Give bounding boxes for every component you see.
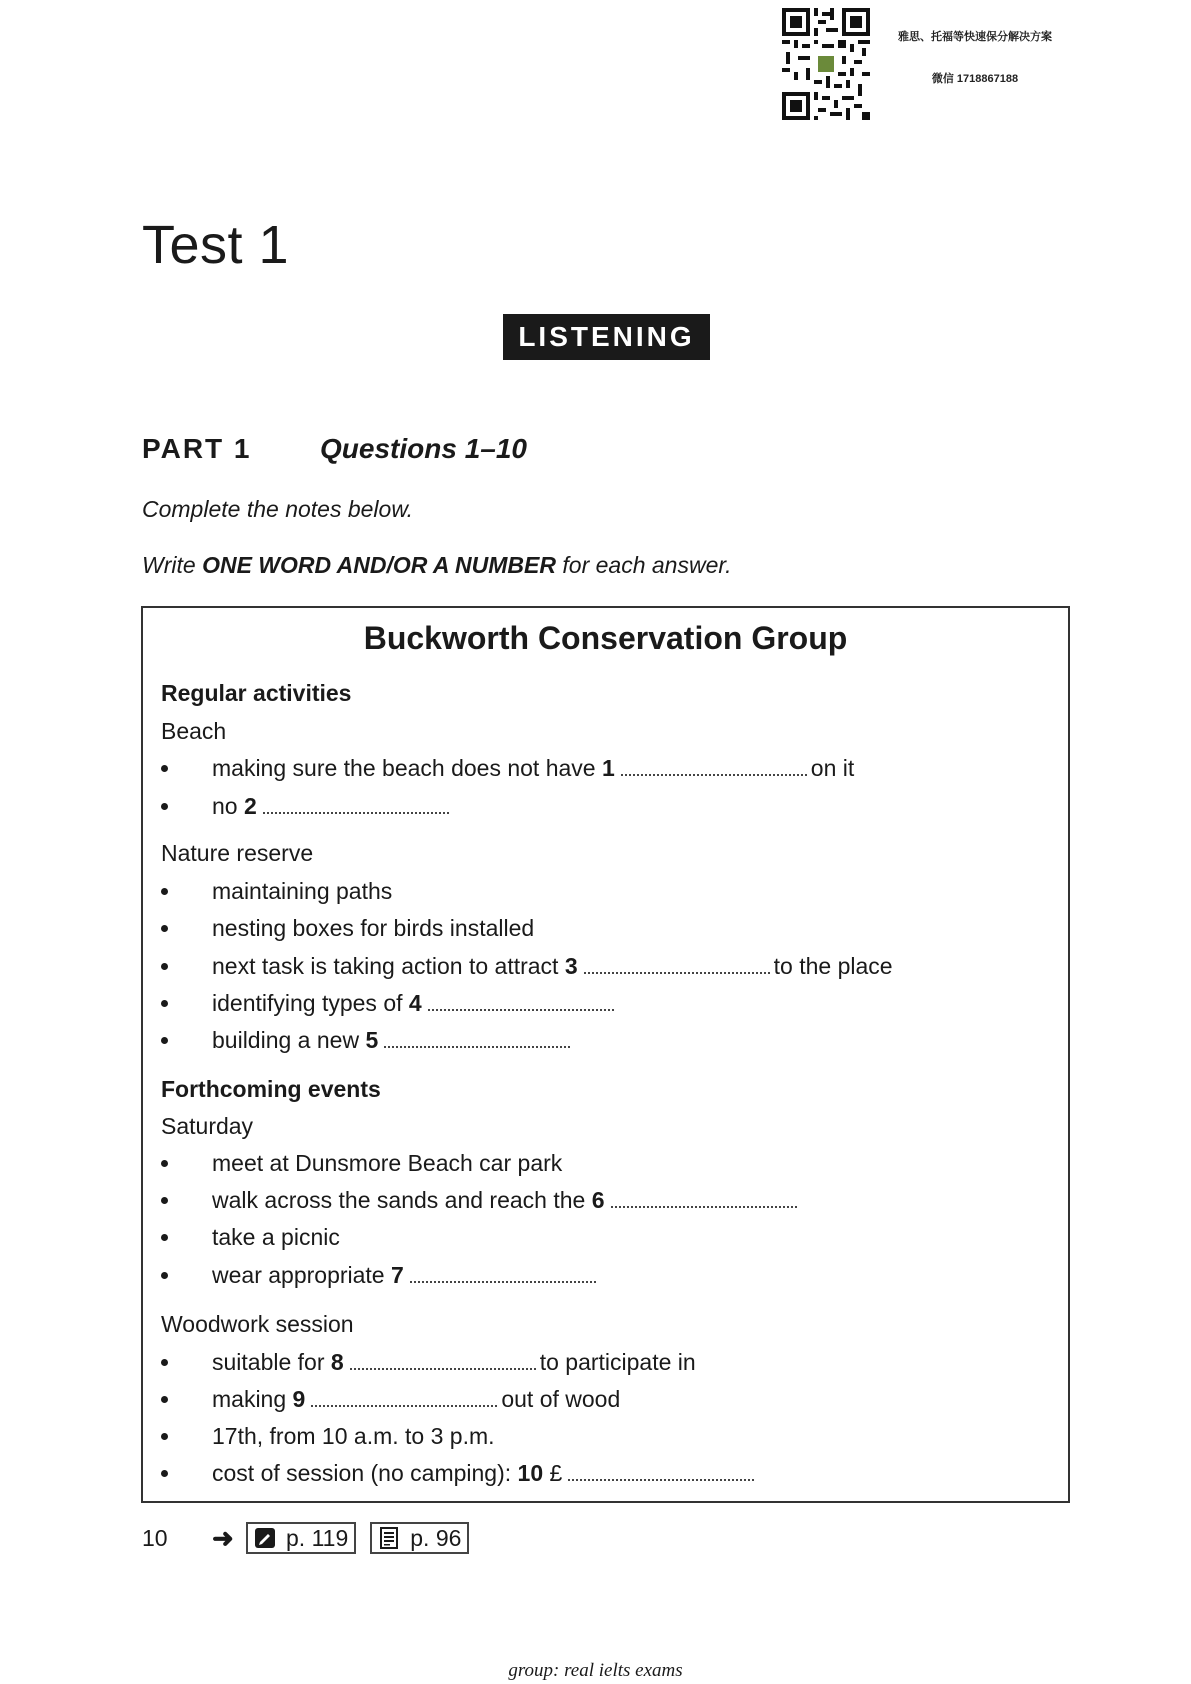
answer-key-page: p. 119 bbox=[286, 1524, 349, 1551]
instruction-complete-notes: Complete the notes below. bbox=[142, 496, 414, 522]
bullet-icon bbox=[161, 1272, 168, 1279]
item-text-after: on it bbox=[810, 755, 855, 781]
transcript-reference[interactable] bbox=[370, 1522, 469, 1554]
subheading-nature-reserve: Nature reserve bbox=[161, 840, 314, 866]
bullet-icon bbox=[161, 1359, 168, 1366]
question-number: 1 bbox=[601, 755, 615, 781]
item-text: take a picnic bbox=[212, 1224, 340, 1250]
transcript-icon bbox=[378, 1527, 400, 1549]
answer-gap-7[interactable] bbox=[410, 1263, 596, 1283]
answer-gap-3[interactable] bbox=[584, 954, 770, 974]
credit-watermark: group: real ielts exams bbox=[508, 1660, 683, 1681]
item-text: building a new bbox=[212, 1027, 360, 1053]
item-text: walk across the sands and reach the bbox=[212, 1187, 586, 1213]
instruction-word-limit bbox=[142, 552, 732, 579]
bullet-icon bbox=[161, 925, 168, 932]
item-text-after: out of wood bbox=[501, 1386, 621, 1412]
item-text: making bbox=[212, 1386, 287, 1412]
instruction-prefix: Write bbox=[142, 552, 203, 578]
section-badge: LISTENING bbox=[503, 314, 710, 360]
promo-text bbox=[895, 28, 1055, 86]
notes-title: Buckworth Conservation Group bbox=[363, 620, 848, 656]
page-footer bbox=[142, 1521, 483, 1555]
item-text: cost of session (no camping): bbox=[212, 1460, 512, 1486]
item-text: 17th, from 10 a.m. to 3 p.m. bbox=[212, 1423, 495, 1449]
item-text-after: to the place bbox=[773, 953, 893, 979]
item-text: no bbox=[212, 793, 238, 819]
bullet-icon bbox=[161, 1470, 168, 1477]
answer-gap-2[interactable] bbox=[263, 794, 449, 814]
item-text: maintaining paths bbox=[212, 878, 393, 904]
test-title: Test 1 bbox=[142, 215, 290, 275]
item-text-after: to participate in bbox=[539, 1349, 696, 1375]
arrow-right-icon: ➜ bbox=[212, 1522, 234, 1553]
subheading-saturday: Saturday bbox=[161, 1113, 254, 1139]
qr-code-image bbox=[782, 8, 870, 120]
answer-gap-9[interactable] bbox=[311, 1387, 497, 1407]
answer-gap-8[interactable] bbox=[350, 1350, 536, 1370]
bullet-icon bbox=[161, 1197, 168, 1204]
question-number: 9 bbox=[292, 1386, 306, 1412]
item-text: meet at Dunsmore Beach car park bbox=[212, 1150, 563, 1176]
bullet-icon bbox=[161, 1396, 168, 1403]
bullet-icon bbox=[161, 963, 168, 970]
currency-symbol: £ bbox=[549, 1460, 563, 1486]
instruction-word-limit-bold: ONE WORD AND/OR A NUMBER bbox=[202, 552, 556, 578]
promo-line-1: 雅思、托福等快速保分解决方案 bbox=[898, 31, 1052, 43]
part-questions: Questions 1–10 bbox=[320, 433, 527, 464]
item-text: suitable for bbox=[212, 1349, 325, 1375]
question-number: 5 bbox=[365, 1027, 379, 1053]
bullet-icon bbox=[161, 1037, 168, 1044]
heading-forthcoming-events: Forthcoming events bbox=[161, 1076, 381, 1102]
question-number: 8 bbox=[330, 1349, 344, 1375]
item-text: making sure the beach does not have bbox=[212, 755, 596, 781]
question-number: 3 bbox=[564, 953, 578, 979]
answer-key-reference[interactable] bbox=[246, 1522, 356, 1554]
bullet-icon bbox=[161, 803, 168, 810]
question-number: 10 bbox=[517, 1460, 544, 1486]
answer-gap-6[interactable] bbox=[611, 1188, 797, 1208]
heading-regular-activities: Regular activities bbox=[161, 680, 352, 706]
question-number: 7 bbox=[391, 1262, 404, 1288]
promo-line-2: 微信 1718867188 bbox=[931, 73, 1019, 85]
page-number: 10 bbox=[142, 1524, 168, 1551]
bullet-icon bbox=[161, 1234, 168, 1241]
answer-gap-5[interactable] bbox=[384, 1028, 570, 1048]
part-heading bbox=[142, 433, 527, 465]
instruction-suffix: for each answer. bbox=[556, 552, 732, 578]
answer-key-icon bbox=[254, 1527, 276, 1549]
subheading-beach: Beach bbox=[161, 718, 227, 744]
question-number: 4 bbox=[408, 990, 422, 1016]
part-label: PART 1 bbox=[142, 433, 252, 464]
question-number: 6 bbox=[591, 1187, 605, 1213]
answer-gap-4[interactable] bbox=[428, 991, 614, 1011]
item-text: identifying types of bbox=[212, 990, 403, 1016]
bullet-icon bbox=[161, 1433, 168, 1440]
subheading-woodwork-session: Woodwork session bbox=[161, 1311, 354, 1337]
bullet-icon bbox=[161, 1000, 168, 1007]
answer-gap-1[interactable] bbox=[621, 756, 807, 776]
bullet-icon bbox=[161, 1160, 168, 1167]
answer-gap-10[interactable] bbox=[568, 1461, 754, 1481]
item-text: wear appropriate bbox=[212, 1262, 385, 1288]
bullet-icon bbox=[161, 765, 168, 772]
item-text: nesting boxes for birds installed bbox=[212, 915, 535, 941]
bullet-icon bbox=[161, 888, 168, 895]
item-text: next task is taking action to attract bbox=[212, 953, 559, 979]
question-number: 2 bbox=[243, 793, 257, 819]
transcript-page: p. 96 bbox=[410, 1524, 462, 1551]
notes-box bbox=[141, 606, 1070, 1503]
